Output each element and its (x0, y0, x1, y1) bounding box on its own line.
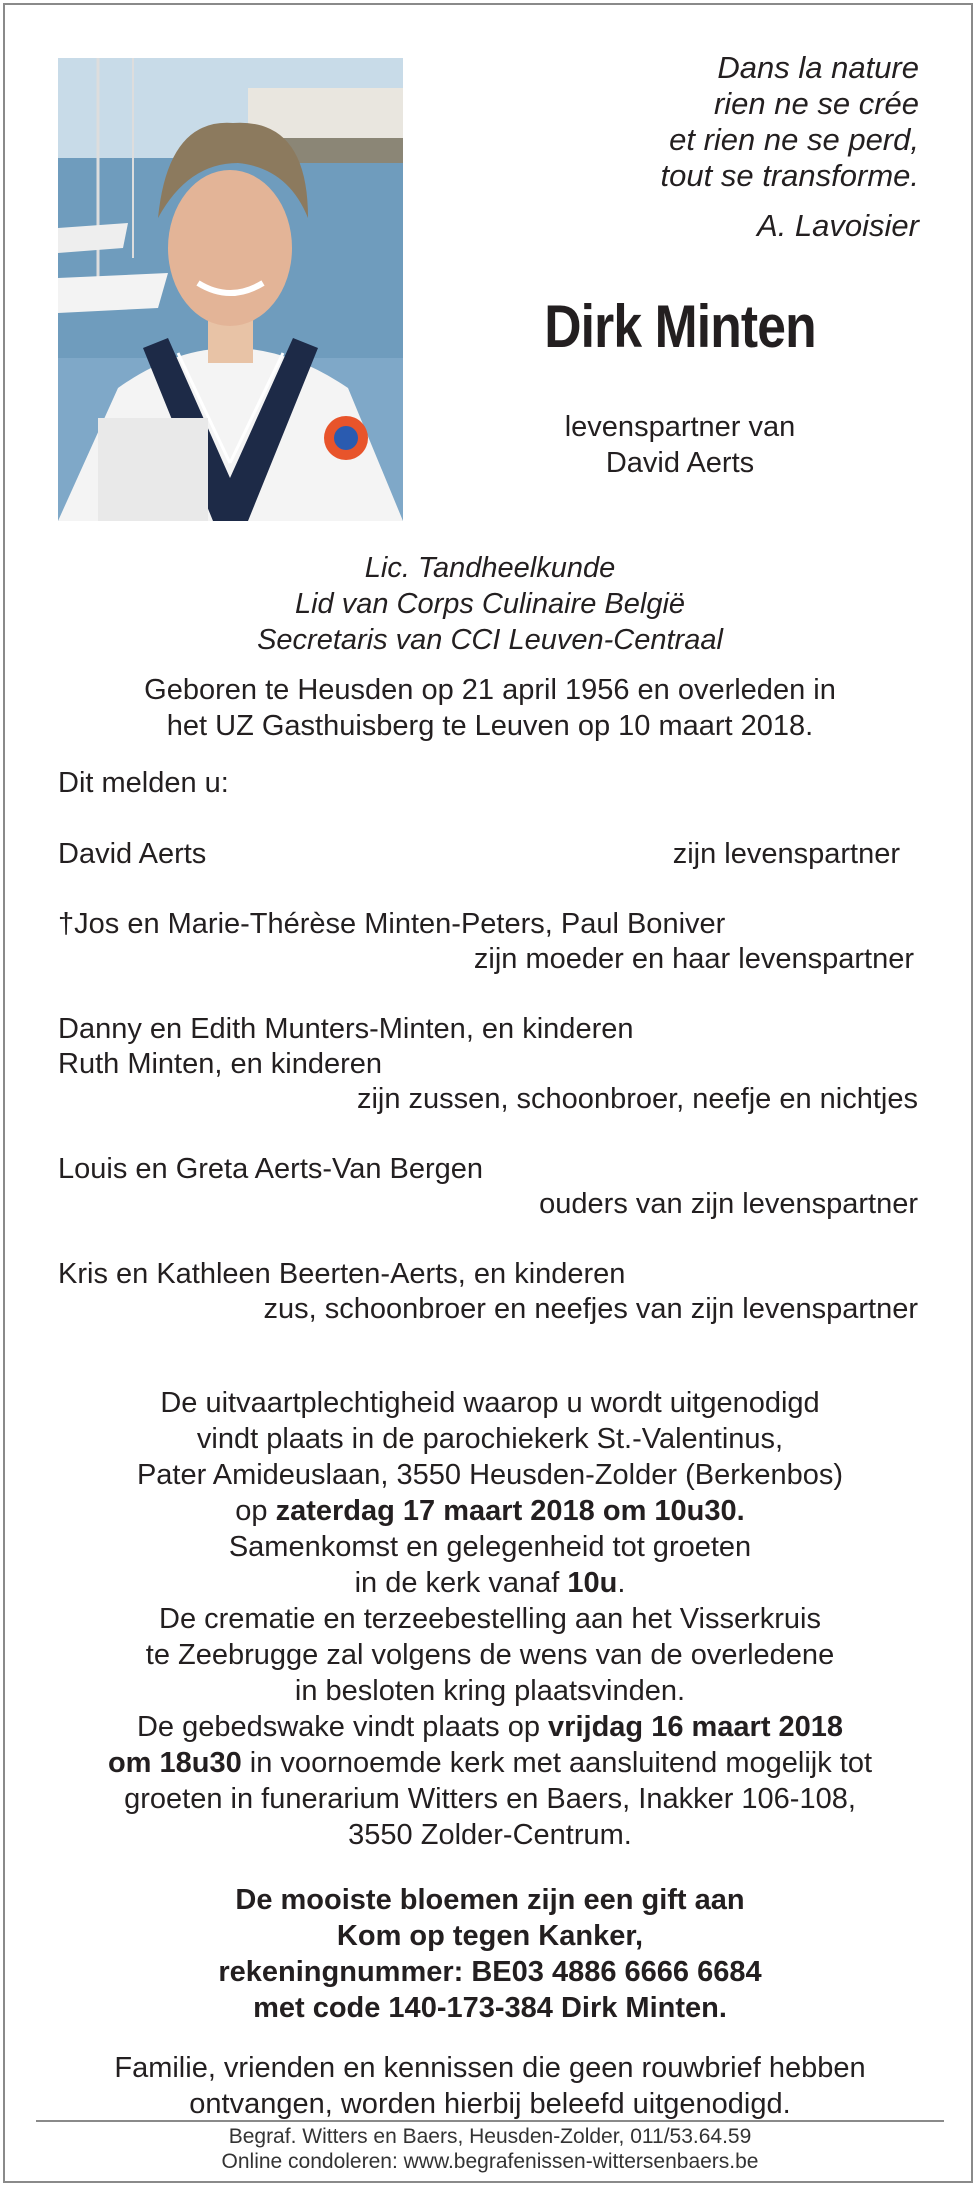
family-group (58, 1012, 918, 1117)
epigraph-quote (499, 50, 919, 244)
family-relation: zijn levenspartner (672, 838, 900, 870)
details-line: Pater Amideuslaan, 3550 Heusden-Zolder (Berkenbos) (136, 1459, 844, 1491)
footer-divider (36, 2120, 944, 2122)
details-line: op zaterdag 17 maart 2018 om 10u30. (235, 1495, 745, 1527)
footer (0, 2124, 980, 2174)
details-line: in besloten kring plaatsvinden. (294, 1675, 686, 1707)
quote-line: et rien ne se perd, (669, 122, 919, 157)
details-line: te Zeebrugge zal volgens de wens van de overledene (145, 1639, 835, 1671)
quote-line: tout se transforme. (660, 158, 919, 193)
family-names: Danny en Edith Munters-Minten, en kinderen (58, 1013, 634, 1045)
family-group (58, 837, 918, 872)
born-line: het UZ Gasthuisberg te Leuven op 10 maart 2018. (166, 710, 814, 742)
family-relation: ouders van zijn levenspartner (539, 1188, 918, 1220)
details-line: vindt plaats in de parochiekerk St.-Valentinus, (196, 1423, 784, 1455)
title-line: Lic. Tandheelkunde (364, 552, 616, 584)
vigil-time: om 18u30 (107, 1747, 242, 1779)
family-group (58, 907, 918, 977)
donation-line: met code 140-173-384 Dirk Minten. (253, 1992, 727, 2024)
details-line: De uitvaartplechtigheid waarop u wordt uitgenodigd (160, 1387, 820, 1419)
details-line: in de kerk vanaf 10u. (354, 1567, 626, 1599)
professional-titles (0, 550, 980, 658)
deceased-name: Dirk Minten (544, 293, 816, 360)
quote-author: A. Lavoisier (757, 208, 919, 243)
family-relation: zijn zussen, schoonbroer, neefje en nichtjes (356, 1083, 918, 1115)
title-line: Lid van Corps Culinaire België (294, 588, 686, 620)
donation-notice (0, 1882, 980, 2026)
family-names: Ruth Minten, en kinderen (58, 1048, 383, 1080)
funeral-home-info: Begraf. Witters en Baers, Heusden-Zolder, 011/53.64.59 (228, 2125, 752, 2148)
funeral-details (0, 1385, 980, 1853)
details-line: Samenkomst en gelegenheid tot groeten (228, 1531, 752, 1563)
details-line: De gebedswake vindt plaats op vrijdag 16 maart 2018 (136, 1711, 844, 1743)
greeting-time: 10u (567, 1567, 618, 1599)
details-line: groeten in funerarium Witters en Baers, Inakker 106-108, (124, 1783, 856, 1815)
quote-line: Dans la nature (717, 50, 919, 85)
invitation-note (0, 2050, 980, 2122)
portrait-photo (58, 58, 403, 521)
family-names: David Aerts (58, 838, 207, 870)
partner-name: David Aerts (605, 447, 755, 479)
family-names: †Jos en Marie-Thérèse Minten-Peters, Paul Boniver (58, 908, 726, 940)
invite-line: ontvangen, worden hierbij beleefd uitgenodigd. (189, 2088, 791, 2120)
family-relation: zus, schoonbroer en neefjes van zijn levenspartner (263, 1293, 918, 1325)
family-list (58, 837, 918, 1362)
funeral-date: zaterdag 17 maart 2018 om 10u30. (275, 1495, 745, 1527)
invite-line: Familie, vrienden en kennissen die geen rouwbrief hebben (114, 2052, 866, 2084)
title-line: Secretaris van CCI Leuven-Centraal (257, 624, 723, 656)
donation-line: De mooiste bloemen zijn een gift aan (235, 1884, 745, 1916)
portrait-illustration (58, 58, 403, 521)
partner-relation: levenspartner van (564, 411, 796, 443)
family-names: Kris en Kathleen Beerten-Aerts, en kinderen (58, 1258, 626, 1290)
partner-block (480, 409, 880, 481)
details-line: 3550 Zolder-Centrum. (348, 1819, 632, 1851)
family-group (58, 1152, 918, 1222)
details-line: om 18u30 in voornoemde kerk met aansluitend mogelijk tot (107, 1747, 873, 1779)
condolence-link[interactable]: Online condoleren: www.begrafenissen-wittersenbaers.be (221, 2150, 759, 2173)
announcement-intro: Dit melden u: (58, 767, 229, 799)
family-relation: zijn moeder en haar levenspartner (473, 943, 914, 975)
born-line: Geboren te Heusden op 21 april 1956 en overleden in (144, 674, 836, 706)
vigil-date: vrijdag 16 maart 2018 (548, 1711, 844, 1743)
donation-line: rekeningnummer: BE03 4886 6666 6684 (218, 1956, 762, 1988)
family-group (58, 1257, 918, 1327)
birth-death-statement (0, 672, 980, 744)
donation-line: Kom op tegen Kanker, (336, 1920, 644, 1952)
quote-line: rien ne se crée (713, 86, 919, 121)
family-names: Louis en Greta Aerts-Van Bergen (58, 1153, 484, 1185)
details-line: De crematie en terzeebestelling aan het Visserkruis (159, 1603, 821, 1635)
